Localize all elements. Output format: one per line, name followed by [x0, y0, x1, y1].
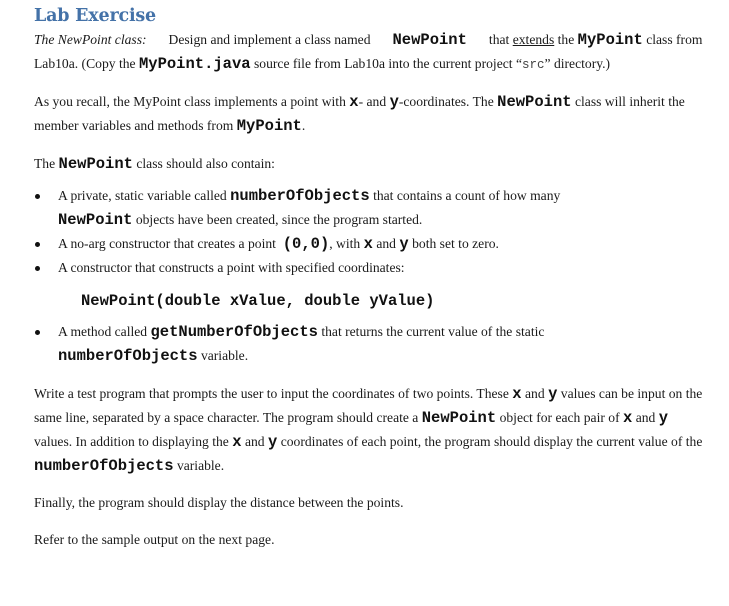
code-newpoint: NewPoint [421, 409, 497, 427]
test-text: values. In addition to displaying the [34, 434, 229, 449]
bullet-icon [35, 266, 40, 271]
bullet-icon [35, 194, 40, 199]
code-y: y [548, 385, 558, 403]
test-text: Write a test program that prompts the user to input the coordinates of two points. These [34, 386, 509, 401]
test-text: coordinates of each point, the program should display the current value of the [280, 434, 703, 449]
test-paragraph [34, 382, 706, 478]
recall-text: class will inherit the member variables and methods from [34, 94, 685, 133]
code-y: y [268, 433, 278, 451]
finally-paragraph: Finally, the program should display the distance between the points. [34, 495, 404, 510]
code-y: y [389, 93, 399, 111]
bullet-text: variable. [200, 348, 249, 363]
document-page [34, 6, 706, 552]
intro-label: The NewPoint class: [34, 32, 147, 47]
code-newpoint: NewPoint [58, 155, 133, 173]
bullet-text: objects have been created, since the program started. [135, 212, 423, 227]
code-y: y [658, 409, 669, 427]
list-item [34, 256, 706, 280]
bullet-text: that contains a count of how many [373, 188, 561, 203]
bullet-text: A method called [58, 324, 148, 339]
code-mypoint: MyPoint [236, 117, 302, 135]
requirements-list-continued [34, 320, 706, 368]
bullet-text: that returns the current value of the static [321, 324, 545, 339]
bullet-icon [35, 330, 40, 335]
recall-text: As you recall, the MyPoint class implements a point with [34, 94, 346, 109]
code-numberofobjects: numberOfObjects [34, 457, 174, 475]
code-src: src [522, 58, 545, 72]
code-numberofobjects: numberOfObjects [58, 347, 198, 365]
recall-text: - and [358, 94, 387, 109]
test-text: and [525, 386, 545, 401]
refer-paragraph: Refer to the sample output on the next page. [34, 532, 275, 547]
intro-paragraph [34, 28, 706, 77]
code-mypoint: MyPoint [577, 31, 643, 49]
intro-text: class from Lab10a. (Copy the [34, 32, 703, 71]
code-newpoint: NewPoint [58, 211, 133, 229]
test-text: and [635, 410, 656, 425]
page-title: Lab Exercise [34, 6, 156, 26]
recall-paragraph [34, 90, 706, 138]
bullet-text: A private, static variable called [58, 188, 227, 203]
recall-text: -coordinates. The [398, 94, 494, 109]
list-item [34, 184, 706, 232]
code-mypoint-java: MyPoint.java [138, 55, 251, 73]
intro-text: the [557, 32, 575, 47]
test-text: and [244, 434, 265, 449]
test-text: object for each pair of [499, 410, 620, 425]
contain-text: The [34, 156, 56, 171]
code-newpoint: NewPoint [497, 93, 572, 111]
bullet-text: and [376, 236, 396, 251]
test-text: variable. [176, 458, 225, 473]
code-x: x [512, 385, 522, 403]
code-x: x [349, 93, 359, 111]
bullet-text: both set to zero. [412, 236, 499, 251]
bullet-text: A no-arg constructor that creates a point [58, 236, 276, 251]
contain-paragraph [34, 152, 706, 176]
bullet-text: A constructor that constructs a point with specified coordinates: [58, 260, 405, 275]
list-item [34, 320, 706, 368]
code-origin: (0,0) [282, 235, 330, 253]
code-getnumberofobjects: getNumberOfObjects [150, 323, 318, 341]
contain-text: class should also contain: [136, 156, 275, 171]
test-text: values can be input on the same line, separated by a space character. The program should create a [34, 386, 703, 425]
extends-word: extends [512, 32, 555, 47]
constructor-signature [81, 288, 706, 314]
list-item [34, 232, 706, 256]
code-x: x [363, 235, 373, 253]
code-numberofobjects: numberOfObjects [230, 187, 370, 205]
code-x: x [232, 433, 242, 451]
intro-text: source file from Lab10a into the current project “ [254, 56, 522, 71]
intro-text: Design and implement a class named [168, 32, 371, 47]
intro-text: that [488, 32, 510, 47]
code-x: x [623, 409, 633, 427]
code-y: y [399, 235, 409, 253]
code-constructor: NewPoint(double xValue, double yValue) [81, 292, 435, 310]
bullet-text: , with [329, 236, 361, 251]
requirements-list [34, 184, 706, 280]
intro-text: ” directory.) [544, 56, 611, 71]
bullet-icon [35, 242, 40, 247]
recall-text: . [301, 118, 306, 133]
code-newpoint: NewPoint [392, 31, 467, 49]
